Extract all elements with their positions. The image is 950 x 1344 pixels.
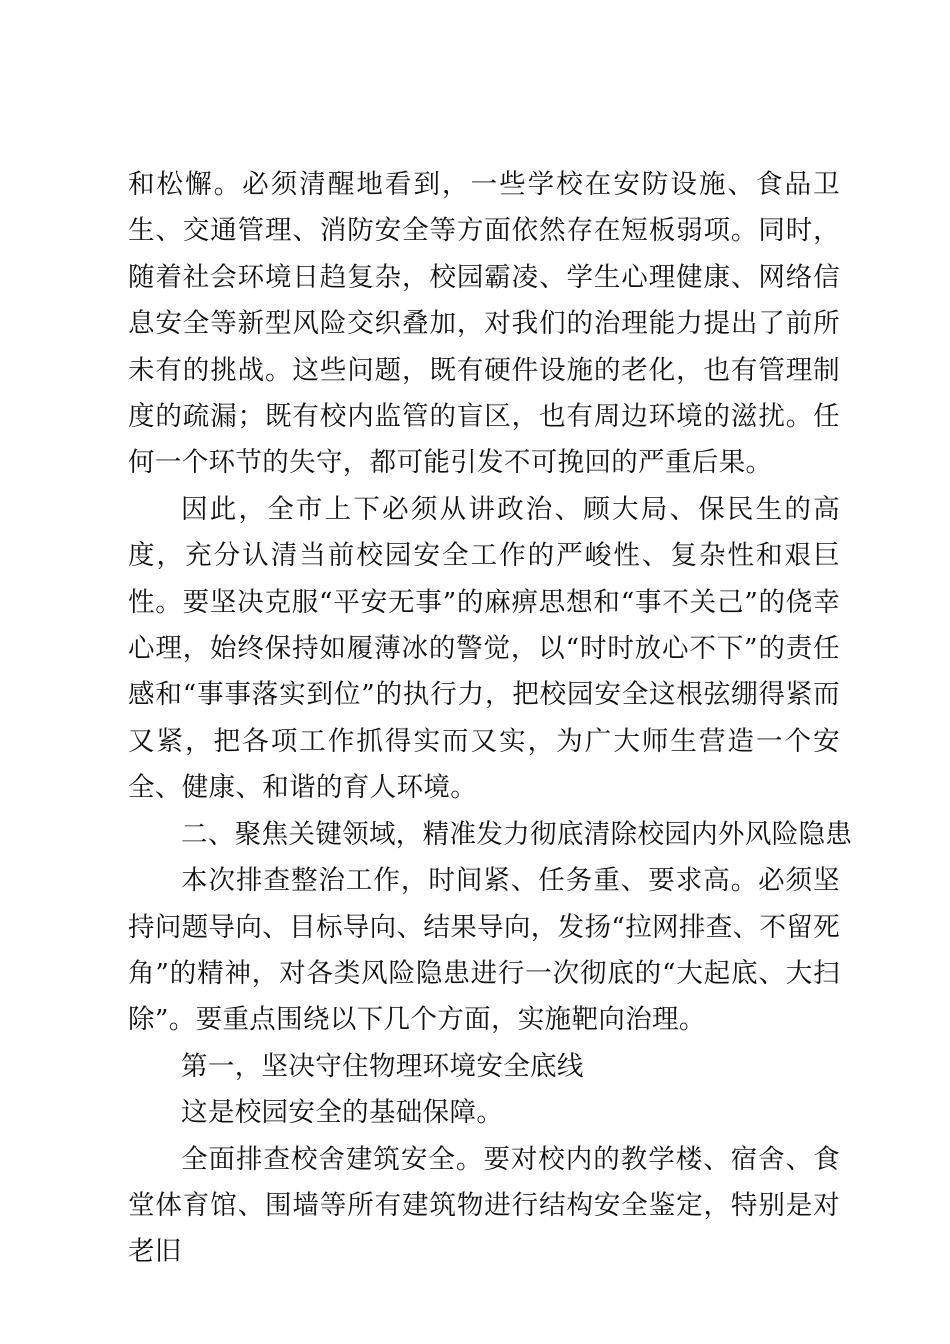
paragraph-inspection-work: 本次排查整治工作，时间紧、任务重、要求高。必须坚持问题导向、目标导向、结果导向，发扬“拉网排查、不留死角”的精神，对各类风险隐患进行一次彻底的“大起底、大扫除”。要重点围绕以下几个方面，实施靶向治理。 — [128, 865, 840, 1036]
paragraph-building-inspection: 全面排查校舍建筑安全。要对校内的教学楼、宿舍、食堂体育馆、围墙等所有建筑物进行结构安全鉴定，特别是对老旧 — [128, 1143, 840, 1268]
subheading-first-physical-safety: 第一，坚决守住物理环境安全底线 — [181, 1050, 584, 1082]
document-body — [128, 162, 853, 1276]
paragraph-basic-guarantee: 这是校园安全的基础保障。 — [181, 1097, 504, 1129]
paragraph-safety-shortcomings: 和松懈。必须清醒地看到，一些学校在安防设施、食品卫生、交通管理、消防安全等方面依然存在短板弱项。同时，随着社会环境日趋复杂，校园霸凌、学生心理健康、网络信息安全等新型风险交织叠加，对我们的治理能力提出了前所未有的挑战。这些问题，既有硬件设施的老化，也有管理制度的疏漏；既有校内监管的盲区，也有周边环境的滋扰。任何一个环节的失守，都可能引发不可挽回的严重后果。 — [128, 169, 840, 479]
paragraph-overall-awareness: 因此，全市上下必须从讲政治、顾大局、保民生的高度，充分认清当前校园安全工作的严峻性、复杂性和艰巨性。要坚决克服“平安无事”的麻痹思想和“事不关己”的侥幸心理，始终保持如履薄冰的警觉，以“时时放心不下”的责任感和“事事落实到位”的执行力，把校园安全这根弦绷得紧而又紧，把各项工作抓得实而又实，为广大师生营造一个安全、健康、和谐的育人环境。 — [128, 493, 840, 804]
section-heading-two: 二、聚焦关键领域，精准发力彻底清除校园内外风险隐患 — [181, 818, 853, 850]
